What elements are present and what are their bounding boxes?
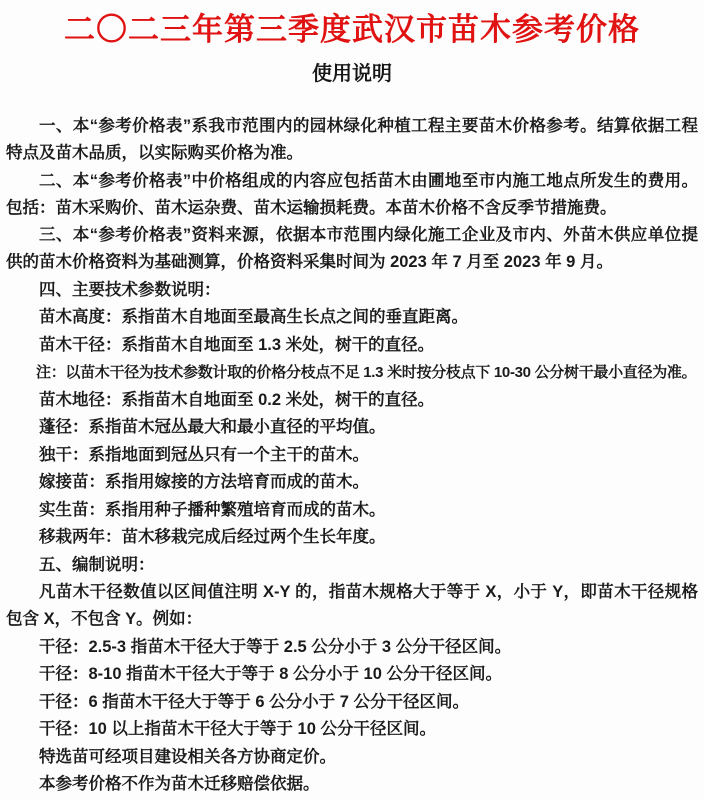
- document-title: 二〇二三年第三季度武汉市苗木参考价格: [64, 12, 640, 47]
- paragraph: 一、本“参考价格表”系我市范围内的园林绿化种植工程主要苗木价格参考。结算依据工程特点及苗木品质，以实际购买价格为准。: [6, 117, 698, 162]
- document-subtitle: 使用说明: [312, 63, 392, 85]
- paragraph: 苗木干径：系指苗木自地面至 1.3 米处，树干的直径。: [39, 335, 435, 354]
- paragraph: 注：以苗木干径为技术参数计取的价格分枝点不足 1.3 米时按分枝点下 10-30 公分树干最小直径为准。: [36, 364, 697, 381]
- paragraph: 凡苗木干径数值以区间值注明 X-Y 的，指苗木规格大于等于 X，小于 Y，即苗木干径规格包含 X，不包含 Y。例如：: [6, 583, 698, 628]
- paragraph: 干径：10 以上指苗木干径大于等于 10 公分干径区间。: [39, 720, 436, 738]
- paragraph: 苗木高度：系指苗木自地面至最高生长点之间的垂直距离。: [39, 308, 468, 326]
- paragraph: 特选苗可经项目建设相关各方协商定价。: [39, 747, 336, 766]
- paragraph: 实生苗：系指用种子播种繁殖培育而成的苗木。: [39, 500, 386, 519]
- paragraph-list: [0, 113, 704, 798]
- paragraph: 二、本“参考价格表”中价格组成的内容应包括苗木由圃地至市内施工地点所发生的费用。包括：苗木采购价、苗木运杂费、苗木运输损耗费。本苗木价格不含反季节措施费。: [6, 171, 698, 217]
- paragraph: 三、本“参考价格表”资料来源，依据本市范围内绿化施工企业及市内、外苗木供应单位提供的苗木价格资料为基础测算，价格资料采集时间为 2023 年 7 月至 2023 年 9 月。: [6, 226, 698, 271]
- paragraph: 嫁接苗：系指用嫁接的方法培育而成的苗木。: [39, 473, 369, 491]
- paragraph: 干径：2.5-3 指苗木干径大于等于 2.5 公分小于 3 公分干径区间。: [39, 637, 512, 656]
- paragraph: 四、主要技术参数说明：: [39, 280, 221, 299]
- paragraph: 移栽两年：苗木移栽完成后经过两个生长年度。: [39, 528, 386, 546]
- paragraph: 蓬径：系指苗木冠丛最大和最小直径的平均值。: [39, 418, 386, 436]
- paragraph: 五、编制说明：: [39, 555, 155, 574]
- paragraph: 干径：6 指苗木干径大于等于 6 公分小于 7 公分干径区间。: [39, 692, 469, 711]
- paragraph: 独干：系指地面到冠丛只有一个主干的苗木。: [39, 445, 369, 464]
- paragraph: 干径：8-10 指苗木干径大于等于 8 公分小于 10 公分干径区间。: [39, 665, 502, 683]
- paragraph: 苗木地径：系指苗木自地面至 0.2 米处，树干的直径。: [39, 390, 435, 409]
- paragraph: 本参考价格不作为苗木迁移赔偿依据。: [39, 775, 320, 793]
